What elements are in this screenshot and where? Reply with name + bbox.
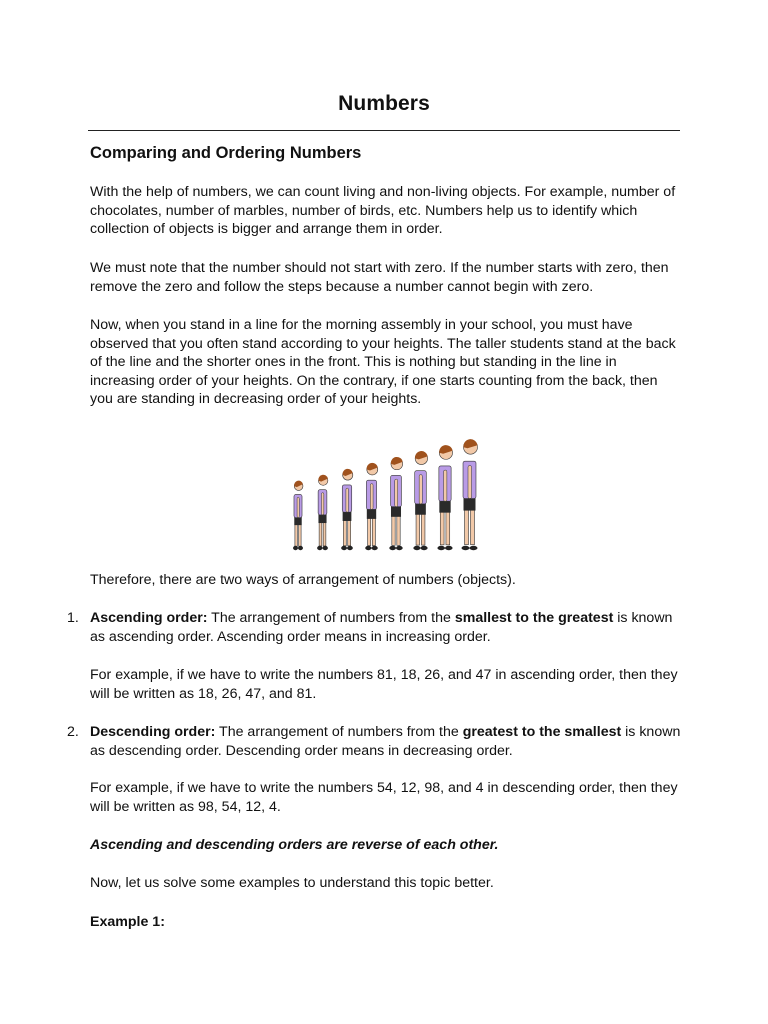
child-figure: [341, 469, 353, 550]
ascending-emphasis: smallest to the greatest: [454, 610, 614, 626]
paragraph-examples-intro: Now, let us solve some examples to understand this topic better.: [90, 875, 494, 891]
ascending-text-a: The arrangement of numbers from the: [207, 610, 455, 626]
children-height-order-illustration: [286, 428, 482, 552]
descending-text-b: is known as descending order. Descending order means in decreasing order.: [90, 724, 681, 759]
child-figure: [389, 457, 402, 550]
ascending-text-b: is known as ascending order. Ascending order means in increasing order.: [90, 610, 673, 645]
descending-emphasis: greatest to the smallest: [462, 724, 622, 740]
child-figure: [462, 439, 478, 550]
child-figure: [437, 445, 452, 550]
list-item-ascending: [90, 609, 682, 646]
paragraph-assembly: Now, when you stand in a line for the morning assembly in your school, you must have observed that you often stand according to your heights. The taller students stand at the back of the line and the shorter ones in the front. This is nothing but standing in the line in increasing order of your heights. On the contrary, if one starts counting from the back, then you are standing in decreasing order of your heights.: [90, 317, 676, 408]
paragraph-two-ways: Therefore, there are two ways of arrangement of numbers (objects).: [90, 572, 516, 588]
child-figure: [365, 463, 378, 550]
list-number: 1.: [67, 610, 79, 626]
reverse-note: Ascending and descending orders are reverse of each other.: [90, 837, 499, 853]
child-figure: [317, 475, 328, 550]
list-number: 2.: [67, 724, 79, 740]
paragraph-intro: With the help of numbers, we can count living and non-living objects. For example, number of chocolates, number of marbles, number of birds, etc. Numbers help us to identify which collection of objects is bigger and arrange them in order.: [90, 184, 676, 238]
child-figure: [413, 451, 427, 550]
list-item-descending: [90, 723, 682, 760]
term-descending: Descending order:: [90, 724, 216, 740]
descending-example: For example, if we have to write the numbers 54, 12, 98, and 4 in descending order, then they will be written as 98, 54, 12, 4.: [90, 780, 678, 815]
ascending-example: For example, if we have to write the numbers 81, 18, 26, and 47 in ascending order, then they will be written as 18, 26, 47, and 81.: [90, 667, 678, 702]
paragraph-zero-rule: We must note that the number should not start with zero. If the number starts with zero, then remove the zero and follow the steps because a number cannot begin with zero.: [90, 260, 669, 295]
section-heading: Comparing and Ordering Numbers: [90, 144, 362, 162]
descending-text-a: The arrangement of numbers from the: [215, 724, 463, 740]
example-heading: Example 1:: [90, 914, 165, 930]
child-figure: [293, 481, 303, 551]
page-title: Numbers: [338, 92, 430, 115]
title-divider: [88, 130, 680, 131]
term-ascending: Ascending order:: [90, 610, 208, 626]
